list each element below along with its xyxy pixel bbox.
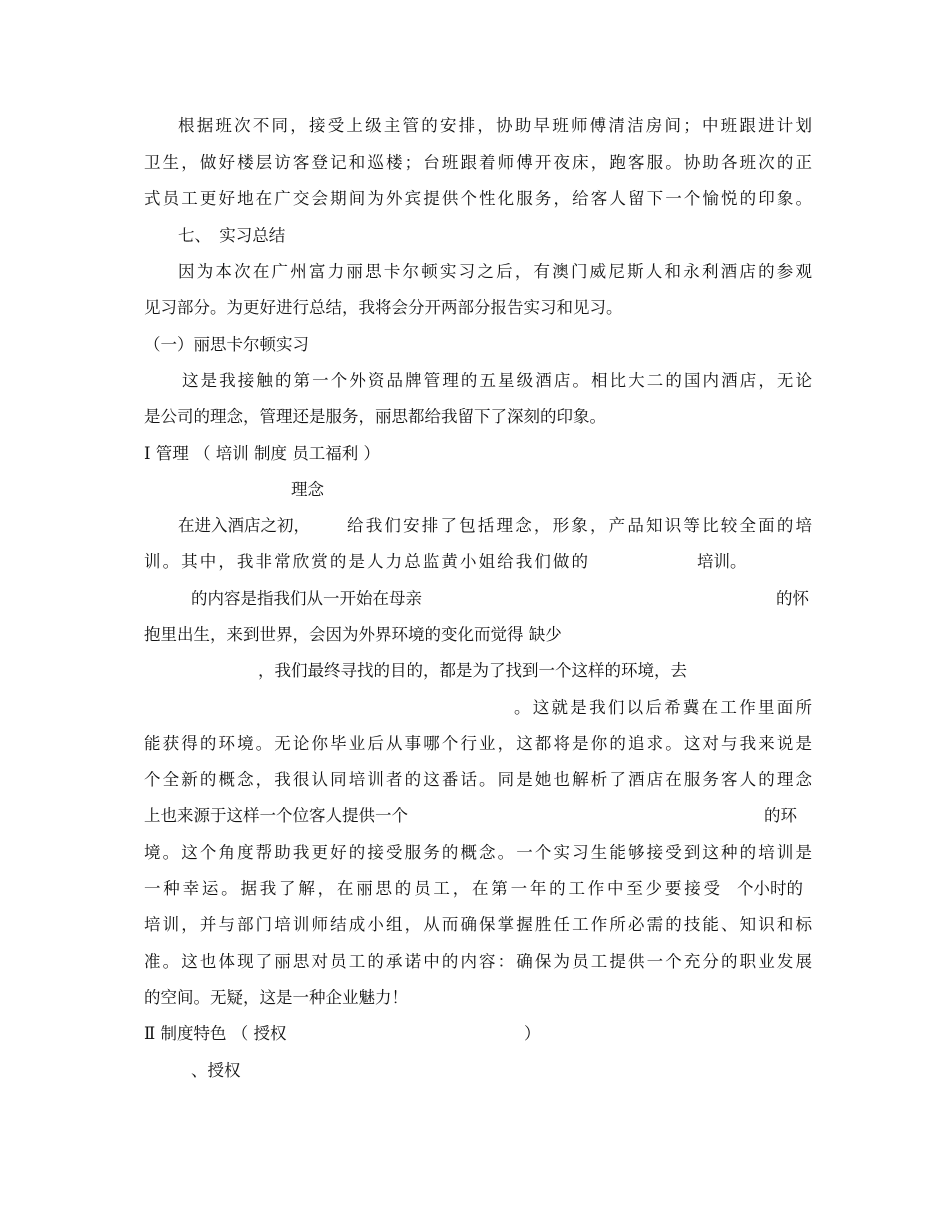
text-line: 因为本次在广州富力丽思卡尔顿实习之后，有澳门威尼斯人和永利酒店的参观 — [178, 262, 812, 281]
text-line: 境。这个角度帮助我更好的接受服务的概念。一个实习生能够接受到这种的培训是 — [144, 843, 812, 862]
text-fragment: 的环 — [764, 806, 797, 825]
text-fragment: 一种幸运。据我了解，在丽思的员工，在第一年的工作中至少要接受 — [144, 879, 720, 898]
text-line: 是公司的理念，管理还是服务，丽思都给我留下了深刻的印象。 — [144, 407, 606, 426]
text-line: 卫生，做好楼层访客登记和巡楼；台班跟着师傅开夜床，跑客服。协助各班次的正 — [144, 153, 812, 172]
text-line: 培训，并与部门培训师结成小组，从而确保掌握胜任工作所必需的技能、知识和标 — [144, 915, 812, 934]
text-line: 。这就是我们以后希冀在工作里面所 — [514, 698, 812, 717]
subheading-authorization: 、授权 — [191, 1061, 241, 1080]
text-fragment: 给我们安排了包括理念，形象，产品知识等比较全面的培 — [347, 516, 812, 535]
text-line: 准。这也体现了丽思对员工的承诺中的内容：确保为员工提供一个充分的职业发展 — [144, 952, 812, 971]
text-fragment: 的内容是指我们从一开始在母亲 — [191, 589, 422, 608]
text-fragment: 的怀 — [776, 589, 809, 608]
text-line: 式员工更好地在广交会期间为外宾提供个性化服务，给客人留下一个愉悦的印象。 — [144, 189, 812, 208]
heading-concept: 理念 — [291, 480, 324, 499]
subsection-heading: （一）丽思卡尔顿实习 — [144, 335, 309, 354]
text-line: 个全新的概念，我很认同培训者的这番话。同是她也解析了酒店在服务客人的理念 — [144, 770, 812, 789]
text-line: 能获得的环境。无论你毕业后从事哪个行业，这都将是你的追求。这对与我来说是 — [144, 734, 812, 753]
text-line: ，我们最终寻找的目的，都是为了找到一个这样的环境，去 — [258, 661, 687, 680]
text-fragment: 上也来源于这样一个位客人提供一个 — [144, 806, 408, 825]
heading-management: Ⅰ 管理 （ 培训 制度 员工福利 ） — [144, 444, 380, 463]
heading-policy-close: ） — [524, 1024, 541, 1043]
text-line: 的空间。无疑，这是一种企业魅力！ — [144, 988, 408, 1007]
text-line: 根据班次不同，接受上级主管的安排，协助早班师傅清洁房间；中班跟进计划 — [178, 116, 812, 135]
text-line: 抱里出生，来到世界，会因为外界环境的变化而觉得 缺少 — [144, 625, 562, 644]
text-fragment: 个小时的 — [737, 879, 803, 898]
text-line: 见习部分。为更好进行总结，我将会分开两部分报告实习和见习。 — [144, 298, 623, 317]
heading-policy: Ⅱ 制度特色 （ 授权 — [144, 1024, 287, 1043]
text-fragment: 培训。 — [697, 552, 747, 571]
section-heading-7: 七、 实习总结 — [178, 226, 286, 245]
text-line: 这是我接触的第一个外资品牌管理的五星级酒店。相比大二的国内酒店，无论 — [182, 371, 812, 390]
text-fragment: 训。其中，我非常欣赏的是人力总监黄小姐给我们做的 — [144, 552, 588, 571]
text-fragment: 在进入酒店之初， — [178, 516, 310, 535]
